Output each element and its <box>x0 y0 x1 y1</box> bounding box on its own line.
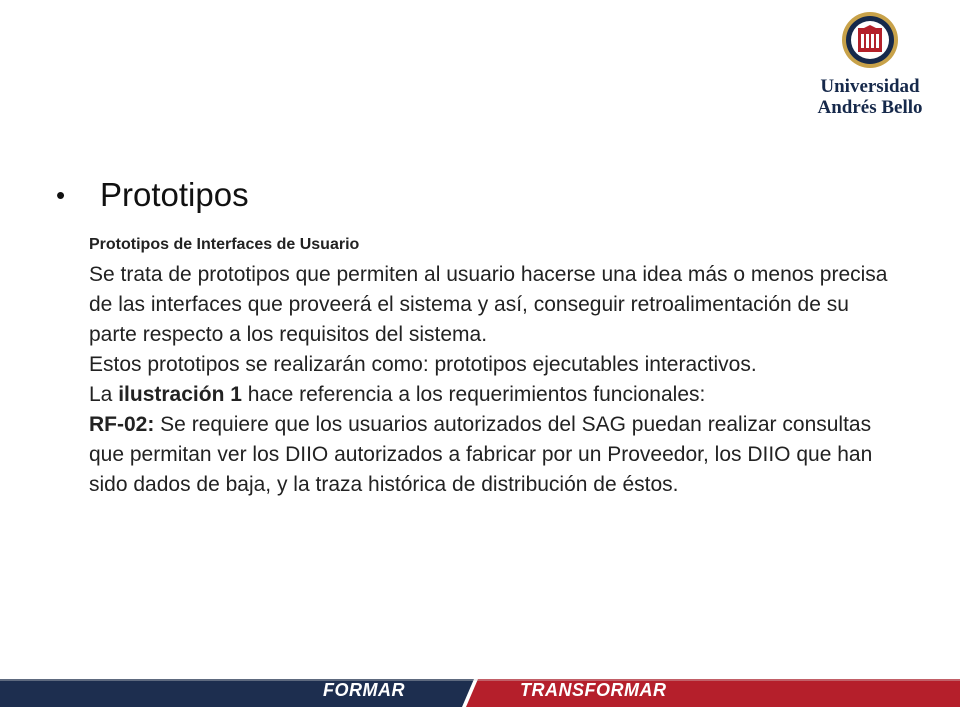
subheading: Prototipos de Interfaces de Usuario <box>89 236 360 253</box>
paragraph-3 <box>89 380 889 410</box>
footer-bands <box>0 676 960 707</box>
slide-content <box>89 236 889 500</box>
requirement-text: Se requiere que los usuarios autorizados del SAG puedan realizar consultas que permitan ver los DIIO autorizados a fabricar por un Proveedor, los DIIO que han sido dados de baja, y la traza histórica de distribución de éstos. <box>89 413 873 496</box>
university-logo <box>806 10 934 120</box>
paragraph-1: Se trata de prototipos que permiten al usuario hacerse una idea más o menos precisa de las interfaces que proveerá el sistema y así, conseguir retroalimentación de su parte respecto a los requisitos del sistema. <box>89 263 888 346</box>
logo-line-2: Andrés Bello <box>817 97 923 118</box>
paragraph-3-post: hace referencia a los requerimientos funcionales: <box>241 383 706 406</box>
heading-bullet-row <box>56 176 249 214</box>
logo-line-1: Universidad <box>820 76 920 97</box>
bullet-icon: • <box>56 179 66 210</box>
footer-label-formar: FORMAR <box>323 680 405 700</box>
paragraph-2: Estos prototipos se realizarán como: prototipos ejecutables interactivos. <box>89 353 757 376</box>
paragraph-4 <box>89 410 889 500</box>
illustration-reference: ilustración 1 <box>118 383 242 406</box>
footer-bar <box>0 676 960 707</box>
footer-label-transformar: TRANSFORMAR <box>520 680 667 700</box>
requirement-id: RF-02: <box>89 413 155 436</box>
slide-heading: Prototipos <box>100 176 249 213</box>
university-crest-icon <box>840 10 900 74</box>
paragraph-3-pre: La <box>89 383 119 406</box>
